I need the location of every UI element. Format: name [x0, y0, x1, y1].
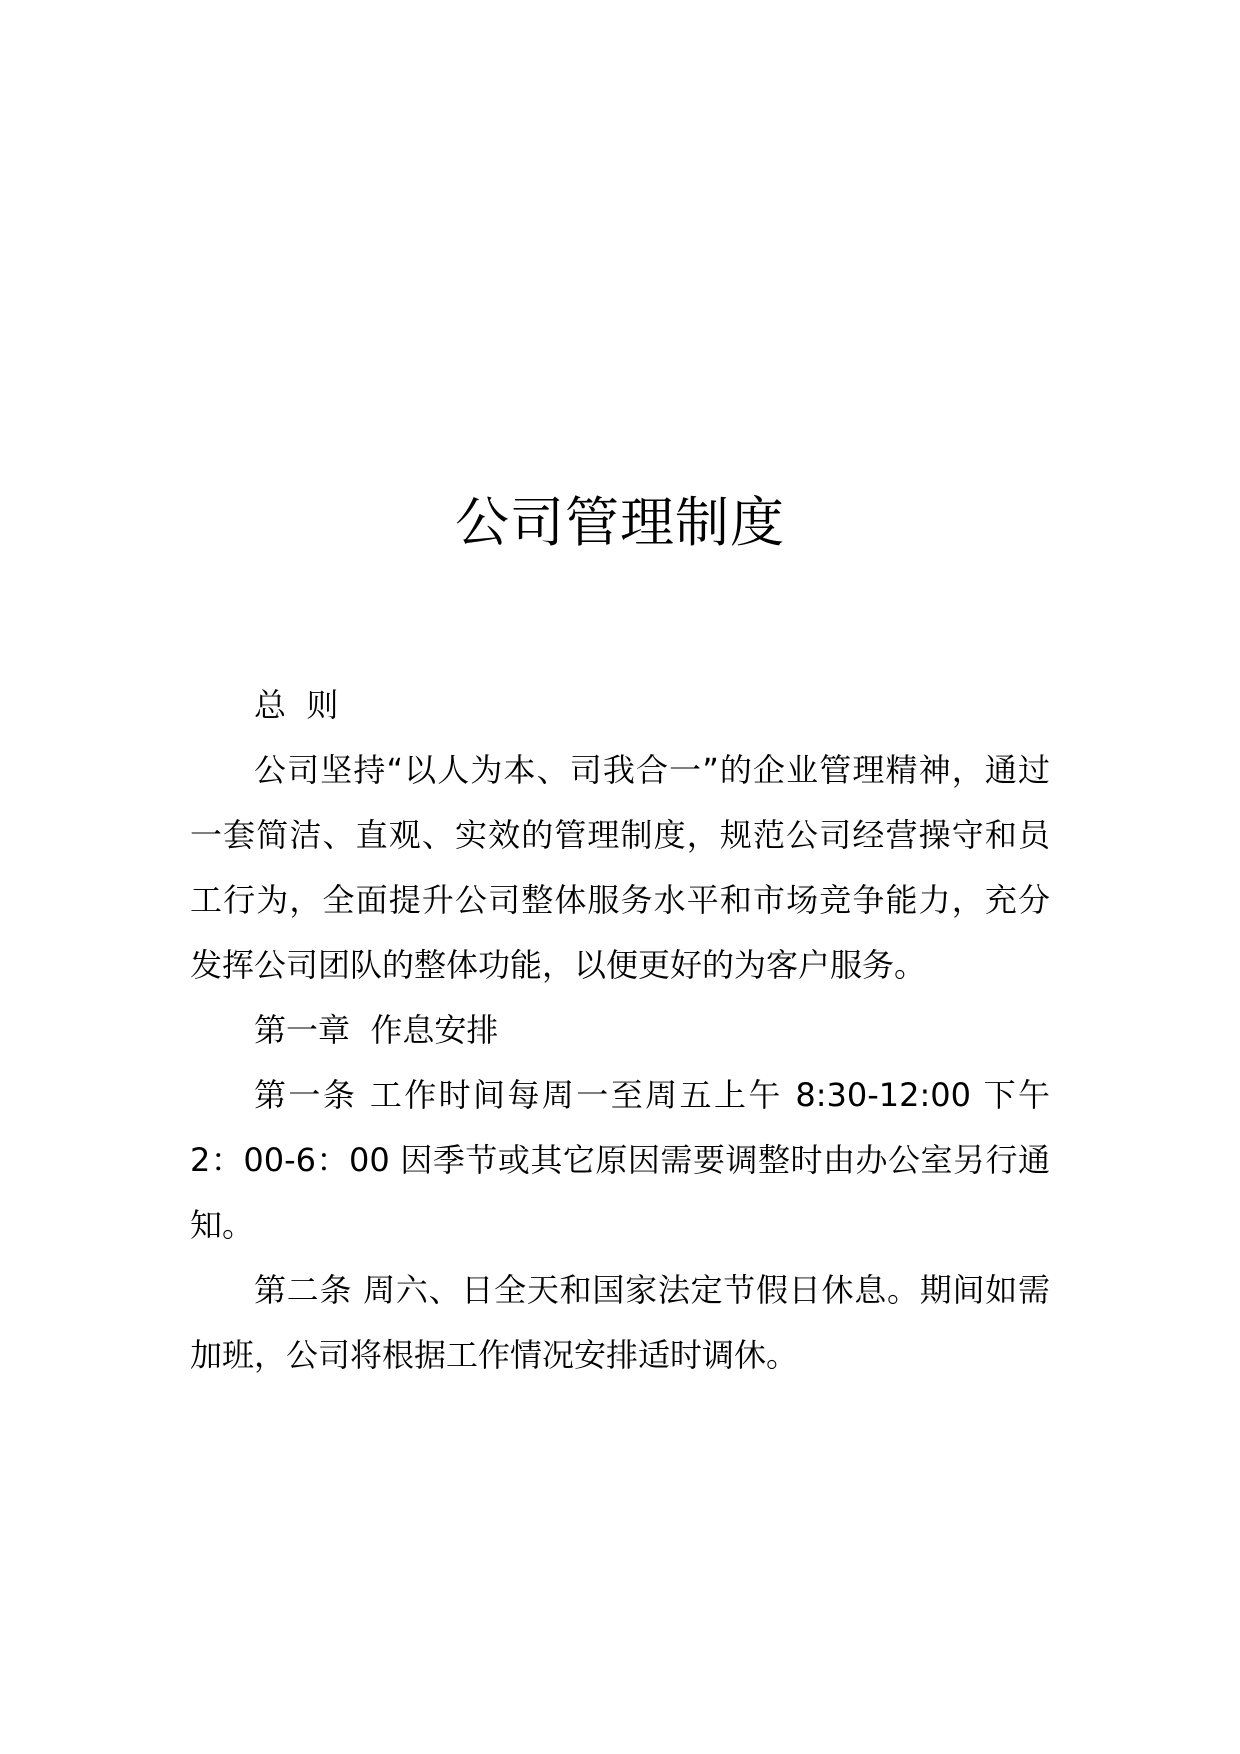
- article-working-hours: 第一条 工作时间每周一至周五上午 8:30-12:00 下午 2：00-6：00 因季节或其它原因需要调整时由办公室另行通知。: [190, 1076, 1050, 1244]
- document-title: 公司管理制度: [455, 491, 785, 554]
- document-body: [190, 673, 1050, 1388]
- paragraph-general-principles: 公司坚持“以人为本、司我合一”的企业管理精神，通过一套简洁、直观、实效的管理制度，规范公司经营操守和员工行为，全面提升公司整体服务水平和市场竞争能力，充分发挥公司团队的整体功能，以便更好的为客户服务。: [190, 751, 1050, 984]
- section-heading-general: 总 则: [254, 686, 339, 724]
- article-weekends-holidays: 第二条 周六、日全天和国家法定节假日休息。期间如需加班，公司将根据工作情况安排适时调休。: [190, 1271, 1050, 1374]
- chapter-heading-work-schedule: 第一章 作息安排: [254, 1011, 499, 1049]
